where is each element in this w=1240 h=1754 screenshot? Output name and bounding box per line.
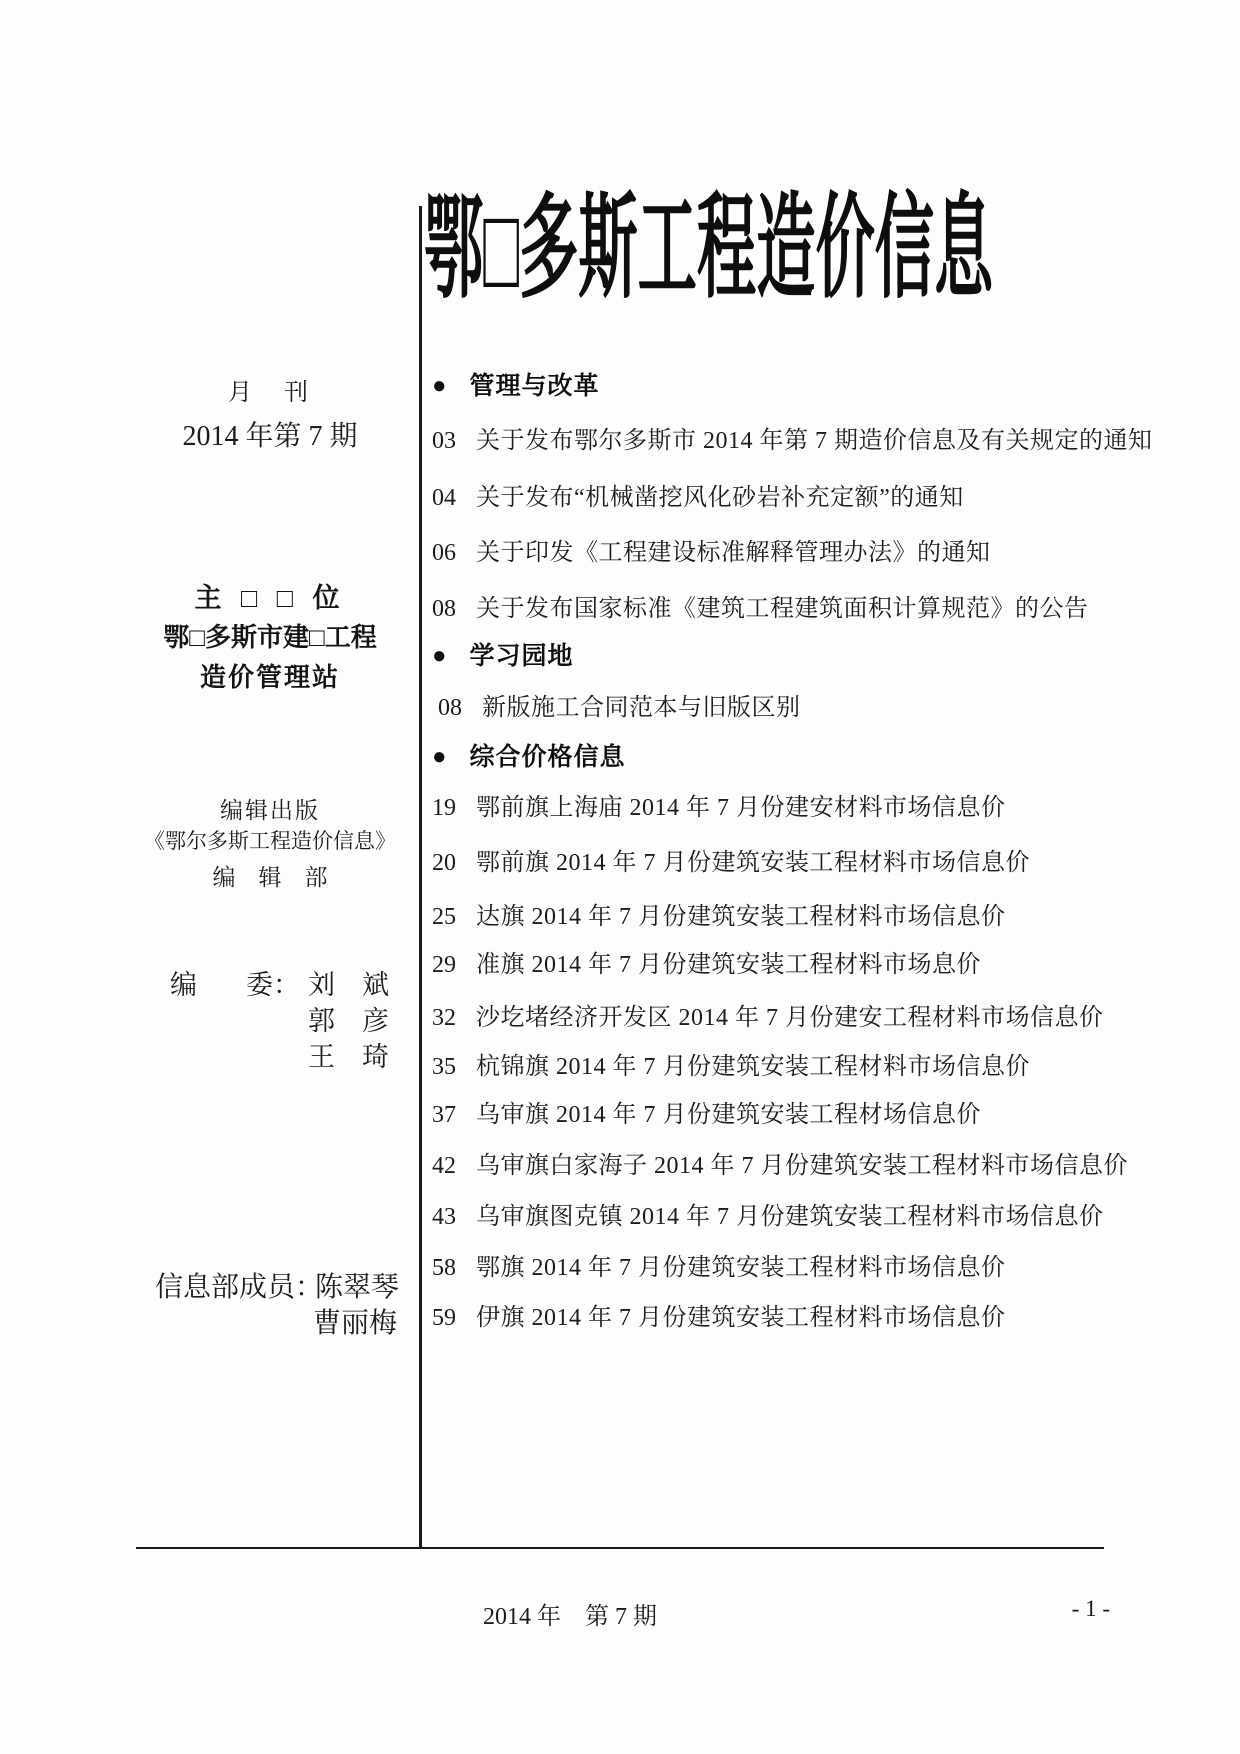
toc-item-title: 鄂前旗 2014 年 7 月份建筑安装工程材料市场信息价 (476, 850, 1030, 876)
toc-item (438, 687, 1128, 722)
organizer-name-line1: 鄂□多斯市建□工程 (163, 622, 377, 652)
toc-item (432, 944, 1122, 979)
toc-item-page: 06 (432, 540, 456, 566)
toc-item (432, 1247, 1122, 1282)
bullet-icon: ● (432, 372, 447, 399)
organizer-label: 主 □ □ 位 (194, 583, 346, 613)
toc-item (432, 842, 1122, 877)
toc-item-page: 04 (432, 485, 456, 511)
toc-item (432, 1046, 1122, 1081)
toc-item-title: 乌审旗白家海子 2014 年 7 月份建筑安装工程材料市场信息价 (476, 1153, 1128, 1179)
toc-item-page: 59 (432, 1305, 456, 1331)
toc-item (432, 588, 1122, 623)
toc-item-page: 20 (432, 850, 456, 876)
committee-member: 刘 斌 (308, 970, 389, 1000)
toc-section-heading (432, 737, 1112, 773)
committee-member: 郭 彦 (308, 1006, 389, 1036)
toc-item-title: 乌审旗 2014 年 7 月份建筑安装工程材场信息价 (476, 1102, 981, 1128)
toc-item-page: 32 (432, 1005, 456, 1031)
toc-item-title: 鄂旗 2014 年 7 月份建筑安装工程材料市场信息价 (476, 1255, 1006, 1281)
organizer-name-line2: 造价管理站 (199, 662, 340, 692)
toc-item-title: 新版施工合同范本与旧版区别 (482, 695, 801, 721)
toc-section-title: 综合价格信息 (469, 743, 626, 771)
toc-item (432, 896, 1122, 931)
toc-item (432, 1094, 1122, 1129)
toc-section-title: 学习园地 (469, 642, 574, 670)
toc-item (432, 1145, 1128, 1180)
toc-section-title: 管理与改革 (469, 372, 600, 400)
toc-item (432, 997, 1122, 1032)
toc-item-title: 关于发布国家标准《建筑工程建筑面积计算规范》的公告 (476, 596, 1089, 622)
committee-label: 编 (170, 970, 197, 1000)
vertical-divider (419, 206, 422, 1547)
toc-section-heading (432, 636, 1112, 672)
journal-title: 鄂□多斯工程造价信息 (424, 185, 994, 312)
toc-item-title: 关于发布鄂尔多斯市 2014 年第 7 期造价信息及有关规定的通知 (476, 428, 1153, 454)
toc-item (432, 532, 1122, 567)
toc-item-title: 关于印发《工程建设标准解释管理办法》的通知 (476, 540, 991, 566)
info-dept-member: 陈翠琴 (315, 1272, 400, 1303)
toc-item-page: 25 (432, 904, 456, 930)
toc-item (432, 477, 1122, 512)
toc-item-page: 03 (432, 428, 456, 454)
toc-section-heading (432, 366, 1112, 402)
issue-number: 2014 年第 7 期 (182, 421, 358, 452)
toc-item-page: 29 (432, 952, 456, 978)
toc-item-page: 58 (432, 1255, 456, 1281)
toc-item-title: 关于发布“机械凿挖风化砂岩补充定额”的通知 (476, 485, 964, 511)
toc-item (432, 787, 1122, 822)
toc-item (432, 420, 1153, 455)
toc-item-page: 43 (432, 1204, 456, 1230)
toc-item (432, 1297, 1122, 1332)
bullet-icon: ● (432, 642, 447, 669)
toc-item-title: 乌审旗图克镇 2014 年 7 月份建筑安装工程材料市场信息价 (476, 1204, 1104, 1230)
bullet-icon: ● (432, 743, 447, 770)
toc-item-title: 杭锦旗 2014 年 7 月份建筑安装工程材料市场信息价 (476, 1054, 1030, 1080)
toc-item-page: 19 (432, 795, 456, 821)
publisher-dept: 编 辑 部 (212, 865, 328, 890)
toc-item-page: 35 (432, 1054, 456, 1080)
committee-colon: 委： (246, 970, 300, 1000)
periodical-type: 月 刊 (228, 380, 312, 406)
toc-item-title: 鄂前旗上海庙 2014 年 7 月份建安材料市场信息价 (476, 795, 1006, 821)
toc-item-page: 42 (432, 1153, 456, 1179)
committee-member: 王 琦 (308, 1042, 389, 1072)
toc-item (432, 1196, 1122, 1231)
info-dept-member: 曹丽梅 (313, 1308, 398, 1339)
footer-issue: 2014 年 第 7 期 (483, 1604, 657, 1630)
toc-item-page: 08 (432, 596, 456, 622)
publisher-label: 编辑出版 (220, 798, 320, 823)
toc-item-page: 08 (438, 695, 462, 721)
publisher-name: 《鄂尔多斯工程造价信息》 (144, 829, 396, 853)
toc-item-title: 达旗 2014 年 7 月份建筑安装工程材料市场信息价 (476, 904, 1006, 930)
toc-item-page: 37 (432, 1102, 456, 1128)
toc-item-title: 沙圪堵经济开发区 2014 年 7 月份建安工程材料市场信息价 (476, 1005, 1104, 1031)
toc-item-title: 准旗 2014 年 7 月份建筑安装工程材料市场息价 (476, 952, 981, 978)
info-dept-label: 信息部成员： (155, 1272, 324, 1303)
toc-item-title: 伊旗 2014 年 7 月份建筑安装工程材料市场信息价 (476, 1305, 1006, 1331)
footer-rule (136, 1547, 1104, 1549)
footer-page-number: - 1 - (1071, 1596, 1110, 1621)
